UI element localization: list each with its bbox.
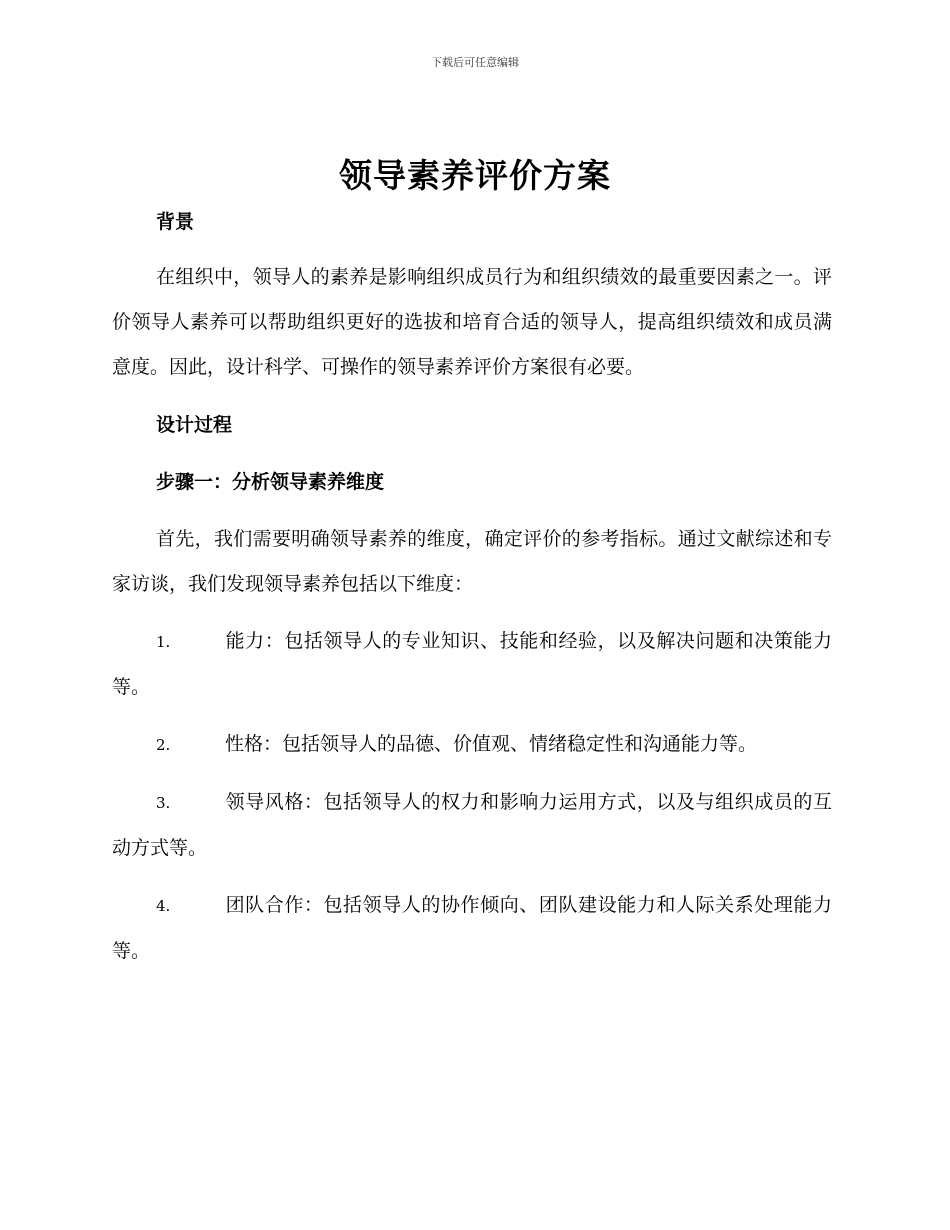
list-text: 性格：包括领导人的品德、价值观、情绪稳定性和沟通能力等。: [225, 733, 758, 755]
background-paragraph: 在组织中，领导人的素养是影响组织成员行为和组织绩效的最重要因素之一。评价领导人素养可以帮助组织更好的选拔和培育合适的领导人，提高组织绩效和成员满意度。因此，设计科学、可操作的领导素养评价方案很有必要。: [112, 266, 832, 378]
list-text: 领导风格：包括领导人的权力和影响力运用方式，以及与组织成员的互动方式等。: [112, 791, 832, 859]
list-number: 4.: [156, 897, 171, 915]
background-heading: 背景: [156, 211, 195, 233]
document-body: [112, 200, 832, 974]
design-heading: 设计过程: [156, 414, 233, 436]
list-number: 2.: [156, 736, 171, 754]
list-item: [112, 722, 832, 768]
list-number: 3.: [156, 794, 171, 812]
step1-heading: 步骤一：分析领导素养维度: [156, 471, 385, 493]
list-item: [112, 780, 832, 871]
list-item: [112, 883, 832, 974]
list-text: 团队合作：包括领导人的协作倾向、团队建设能力和人际关系处理能力等。: [112, 894, 832, 962]
header-note: 下载后可任意编辑: [431, 56, 519, 69]
step1-paragraph: 首先，我们需要明确领导素养的维度，确定评价的参考指标。通过文献综述和专家访谈，我们发现领导素养包括以下维度：: [112, 528, 832, 595]
document-title: 领导素养评价方案: [339, 156, 611, 195]
list-item: [112, 619, 832, 710]
list-text: 能力：包括领导人的专业知识、技能和经验，以及解决问题和决策能力等。: [112, 630, 832, 698]
list-number: 1.: [156, 633, 171, 651]
